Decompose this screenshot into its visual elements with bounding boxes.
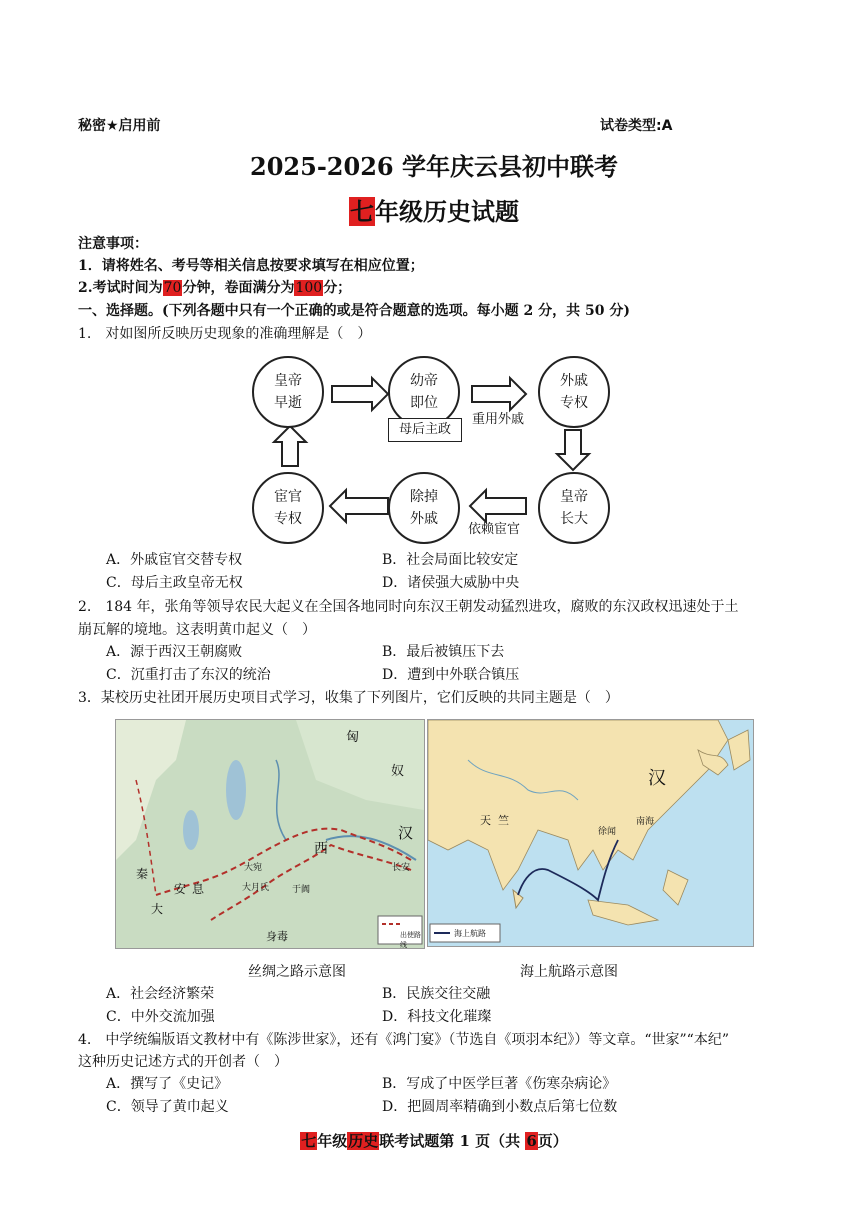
map-legend: 出使路线	[400, 931, 421, 949]
score-highlight: 100	[295, 280, 323, 296]
node-emperor-dies-early	[252, 356, 324, 428]
q3-option-b[interactable]: B．民族交往交融	[382, 986, 491, 1002]
notice-text: 2.考试时间为	[78, 280, 163, 296]
map-label: 西	[314, 841, 328, 857]
footer-subject-highlight: 历史	[348, 1132, 379, 1150]
node-consort-clan-power	[538, 356, 610, 428]
subtitle-text: 年级历史试题	[375, 197, 519, 226]
node-text: 外戚	[410, 511, 438, 527]
question-2-stem-line1: 2. 184 年，张角等领导农民大起义在全国各地同时向东汉王朝发动猛烈进攻，腐败的东汉政权迅速处于土	[78, 599, 739, 615]
map-label: 大宛	[244, 863, 263, 873]
map-label: 徐闻	[598, 827, 617, 837]
sea-route-caption: 海上航路示意图	[520, 964, 618, 980]
map-label: 奴	[391, 764, 405, 779]
label-rely-on-eunuch: 依赖宦官	[468, 522, 521, 537]
question-4-stem-line1: 4. 中学统编版语文教材中有《陈涉世家》，还有《鸿门宴》（节选自《项羽本纪》）等文章。“世家”“本纪”	[78, 1032, 729, 1048]
q1-cycle-diagram	[240, 352, 630, 552]
node-emperor-grows-up	[538, 472, 610, 544]
q3-option-c[interactable]: C．中外交流加强	[106, 1009, 215, 1025]
question-2-stem-line2: 崩瓦解的境地。这表明黄巾起义（ ）	[78, 622, 316, 638]
map-label: 身毒	[266, 930, 288, 943]
notice-text: 分钟，卷面满分为	[182, 280, 295, 296]
q2-option-a[interactable]: A．源于西汉王朝腐败	[106, 644, 243, 660]
map-label: 安息	[174, 882, 211, 896]
node-text: 皇帝	[274, 373, 302, 389]
confidential-label: 秘密★启用前	[78, 118, 161, 134]
notice-line-1: 1．请将姓名、考号等相关信息按要求填写在相应位置；	[78, 258, 424, 274]
notice-text: 分；	[323, 280, 352, 296]
question-3-stem: 3．某校历史社团开展历史项目式学习，收集了下列图片，它们反映的共同主题是（ ）	[78, 690, 619, 706]
q2-option-c[interactable]: C．沉重打击了东汉的统治	[106, 667, 271, 683]
empress-dowager-box: 母后主政	[388, 418, 462, 442]
footer-text: 页）	[537, 1132, 568, 1150]
map-legend: 海上航路	[454, 929, 486, 938]
q3-option-d[interactable]: D．科技文化璀璨	[382, 1009, 492, 1025]
map-label: 大月氏	[242, 883, 270, 893]
map-label: 天	[480, 814, 491, 827]
footer-total-pages-highlight: 6	[526, 1132, 537, 1150]
map-label: 南海	[636, 817, 655, 827]
sea-route-map	[427, 719, 754, 947]
q1-option-d[interactable]: D．诸侯强大威胁中央	[382, 575, 520, 591]
map-label: 于阗	[292, 885, 311, 895]
time-highlight: 70	[163, 280, 182, 296]
map-label: 秦	[136, 867, 149, 881]
sea-route-map-graphic	[428, 720, 753, 946]
exam-subtitle	[0, 192, 868, 227]
question-4-stem-line2: 这种历史记述方式的开创者（ ）	[78, 1054, 288, 1070]
silk-road-map	[115, 719, 425, 949]
question-1-stem: 1. 对如图所反映历史现象的准确理解是（ ）	[78, 326, 372, 342]
map-label: 汉	[648, 768, 666, 789]
q3-option-a[interactable]: A．社会经济繁荣	[106, 986, 215, 1002]
footer-grade-highlight: 七	[301, 1132, 317, 1150]
node-text: 皇帝	[560, 489, 588, 505]
map-label: 大	[151, 902, 164, 916]
node-text: 即位	[410, 395, 438, 411]
footer-text: 年级	[317, 1132, 348, 1150]
q2-option-d[interactable]: D．遭到中外联合镇压	[382, 667, 520, 683]
label-rely-on-consort: 重用外戚	[472, 412, 525, 427]
map-label: 竺	[498, 814, 509, 827]
q4-option-a[interactable]: A．撰写了《史记》	[106, 1076, 229, 1092]
exam-title: 2025-2026 学年庆云县初中联考	[250, 152, 618, 181]
node-text: 除掉	[410, 489, 438, 505]
node-eunuch-power	[252, 472, 324, 544]
map-label: 长安	[392, 863, 411, 873]
node-text: 宦官	[274, 489, 302, 505]
node-text: 专权	[560, 395, 588, 411]
q4-option-d[interactable]: D．把圆周率精确到小数点后第七位数	[382, 1099, 618, 1115]
page-footer	[0, 1130, 868, 1151]
notice-heading: 注意事项：	[78, 236, 148, 252]
section-heading: 一、选择题。(下列各题中只有一个正确的或是符合题意的选项。每小题 2 分，共 50 分)	[78, 303, 630, 319]
map-label: 汉	[398, 824, 414, 842]
paper-type-label: 试卷类型:A	[600, 118, 673, 134]
node-text: 幼帝	[410, 373, 438, 389]
node-text: 长大	[560, 511, 588, 527]
q1-option-a[interactable]: A．外戚宦官交替专权	[106, 552, 243, 568]
q2-option-b[interactable]: B．最后被镇压下去	[382, 644, 505, 660]
q1-option-b[interactable]: B．社会局面比较安定	[382, 552, 519, 568]
silk-road-caption: 丝绸之路示意图	[248, 964, 346, 980]
q4-option-c[interactable]: C．领导了黄巾起义	[106, 1099, 229, 1115]
footer-text: 联考试题第 1 页（共	[379, 1132, 526, 1150]
node-text: 外戚	[560, 373, 588, 389]
map-label: 匈	[346, 730, 360, 745]
grade-highlight: 七	[350, 197, 374, 226]
node-text: 早逝	[274, 395, 302, 411]
node-remove-consort-clan	[388, 472, 460, 544]
q4-option-b[interactable]: B．写成了中医学巨著《伤寒杂病论》	[382, 1076, 617, 1092]
node-text: 专权	[274, 511, 302, 527]
notice-line-2	[78, 278, 351, 298]
q1-option-c[interactable]: C．母后主政皇帝无权	[106, 575, 243, 591]
